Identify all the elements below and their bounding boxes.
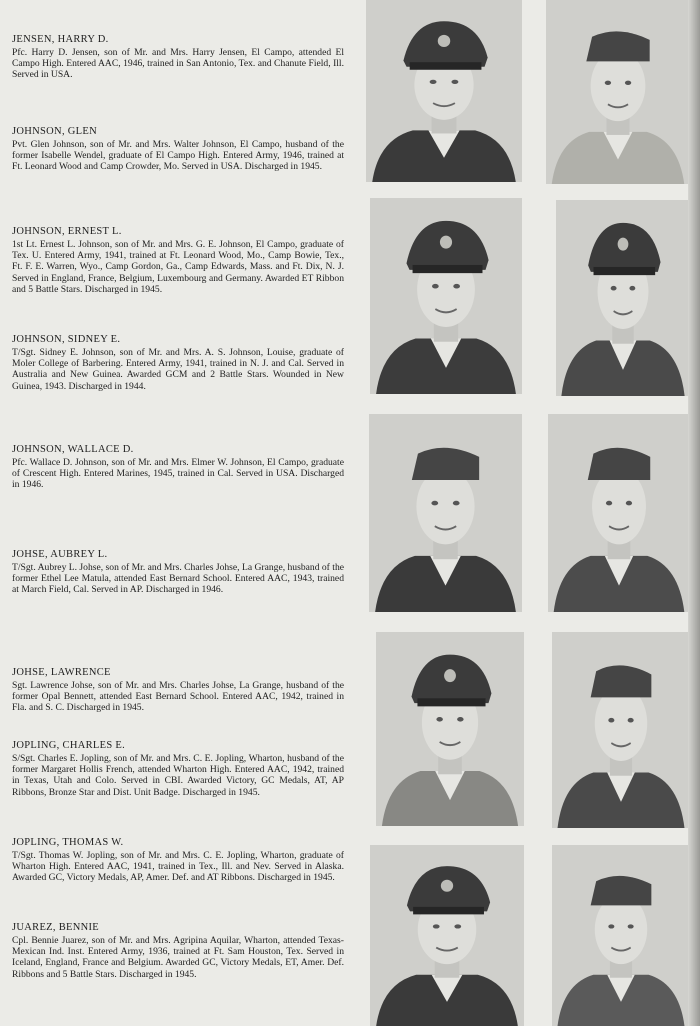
portrait-image [370, 845, 524, 1026]
portrait-photo [370, 198, 522, 394]
entry-jensen-harry [12, 34, 344, 81]
portrait-photo [552, 632, 690, 828]
entry-bio: T/Sgt. Aubrey L. Johse, son of Mr. and Mrs. Charles Johse, La Grange, husband of the former Ethel Lee Matula, attended East Bernard School. Entered AAC, 1943, trained at March Field, Cal. Served in AP. Discharged in 1946. [12, 562, 345, 596]
entry-jopling-charles [12, 740, 344, 798]
entry-juarez-bennie [12, 922, 344, 980]
entry-johse-lawrence [12, 667, 344, 714]
entry-name: JOHNSON, GLEN [12, 126, 97, 137]
portrait-photo [370, 845, 524, 1026]
portrait-image [552, 845, 690, 1026]
entry-bio: Sgt. Lawrence Johse, son of Mr. and Mrs. Charles Johse, La Grange, husband of the former Opal Bennett, attended East Bernard School. Entered AAC, 1942, trained in Fla. and S. C. Discharged in 1945. [12, 680, 344, 714]
portrait-photo [546, 0, 690, 184]
portrait-image [556, 200, 690, 396]
portrait-image [548, 414, 690, 612]
portrait-image [370, 198, 522, 394]
entry-bio: Cpl. Bennie Juarez, son of Mr. and Mrs. Agripina Aquilar, Wharton, attended Texas-Mexican Ind. Inst. Entered Army, 1936, trained at Ft. Sam Houston, Tex. Served in Iceland, England, France and Belgium. Awarded GC, Victory Medals, ET, Amer. Def. Ribbons and 5 Battle Stars. Discharged in 1945. [12, 935, 344, 980]
portrait-photo [366, 0, 522, 182]
portrait-photo [548, 414, 690, 612]
portrait-image [546, 0, 690, 184]
entry-name: JUAREZ, BENNIE [12, 922, 100, 933]
entry-bio: Pfc. Wallace D. Johnson, son of Mr. and Mrs. Elmer W. Johnson, El Campo, graduate of Crescent High. Entered Marines, 1945, trained in Cal. Served in USA. Discharged in 1946. [12, 457, 344, 491]
entry-bio: Pfc. Harry D. Jensen, son of Mr. and Mrs. Harry Jensen, El Campo, attended El Campo High. Entered AAC, 1946, trained in San Antonio, Tex. and Chanute Field, Ill. Served in USA. [12, 47, 344, 81]
portrait-image [376, 632, 524, 826]
portrait-photo [369, 414, 522, 612]
entry-name: JOHSE, LAWRENCE [12, 667, 111, 678]
entry-name: JOHNSON, SIDNEY E. [12, 334, 121, 345]
entry-bio: T/Sgt. Thomas W. Jopling, son of Mr. and Mrs. C. E. Jopling, Wharton, graduate of Wharton High. Entered AAC, 1941, trained in Tex., Ill. and Nev. Served in Alaska. Awarded GC, Victory Medals, AP, Amer. Def. and AT Ribbons. Discharged in 1945. [12, 850, 344, 884]
portrait-photo [556, 200, 690, 396]
portrait-image [369, 414, 522, 612]
entry-johse-aubrey [12, 549, 344, 596]
portrait-photo [552, 845, 690, 1026]
portrait-photo [376, 632, 524, 826]
page-spine-shadow [688, 0, 700, 1026]
entry-johnson-wallace [12, 444, 344, 491]
entry-name: JENSEN, HARRY D. [12, 34, 109, 45]
entry-johnson-sidney [12, 334, 344, 392]
portrait-image [366, 0, 522, 182]
portrait-image [552, 632, 690, 828]
entry-name: JOHNSON, WALLACE D. [12, 444, 134, 455]
entry-bio: 1st Lt. Ernest L. Johnson, son of Mr. and Mrs. G. E. Johnson, El Campo, graduate of Tex. U. Entered Army, 1941, trained at Ft. Leonard Wood, Mo., Camp Bowie, Tex., Ft. F. E. Warren, Wyo., Camp Gordon, Ga., Camp Edwards, Mass. and Ft. Dix, N. J. Served in England, France, Belgium, Luxembourg and Germany. Awarded ET Ribbon and 5 Battle Stars. Discharged in 1945. [12, 239, 344, 295]
entry-name: JOHSE, AUBREY L. [12, 549, 108, 560]
entry-name: JOPLING, THOMAS W. [12, 837, 124, 848]
entry-bio: Pvt. Glen Johnson, son of Mr. and Mrs. Walter Johnson, El Campo, husband of the former Isabelle Wendel, graduate of El Campo High. Entered Army, 1946, trained at Ft. Leonard Wood and Camp Crowder, Mo. Served in USA. Discharged in 1945. [12, 139, 344, 173]
entry-name: JOHNSON, ERNEST L. [12, 226, 122, 237]
entry-bio: S/Sgt. Charles E. Jopling, son of Mr. and Mrs. C. E. Jopling, Wharton, husband of the former Margaret Hollis French, attended Wharton High. Entered AAC, 1942, trained in Texas, Utah and Colo. Served in CBI. Awarded Victory, GC Medals, AT, AP Ribbons, Bronze Star and Dist. Unit Badge. Discharged in 1945. [12, 753, 344, 798]
entry-johnson-glen [12, 126, 344, 173]
entry-name: JOPLING, CHARLES E. [12, 740, 126, 751]
entry-bio: T/Sgt. Sidney E. Johnson, son of Mr. and Mrs. A. S. Johnson, Louise, graduate of Moler College of Barbering. Entered Army, 1941, trained in N. J. and Cal. Served in Australia and New Guinea. Awarded GCM and 2 Battle Stars. Wounded in New Guinea, 1943. Discharged in 1944. [12, 347, 344, 392]
entry-jopling-thomas [12, 837, 344, 884]
entry-johnson-ernest [12, 226, 344, 295]
